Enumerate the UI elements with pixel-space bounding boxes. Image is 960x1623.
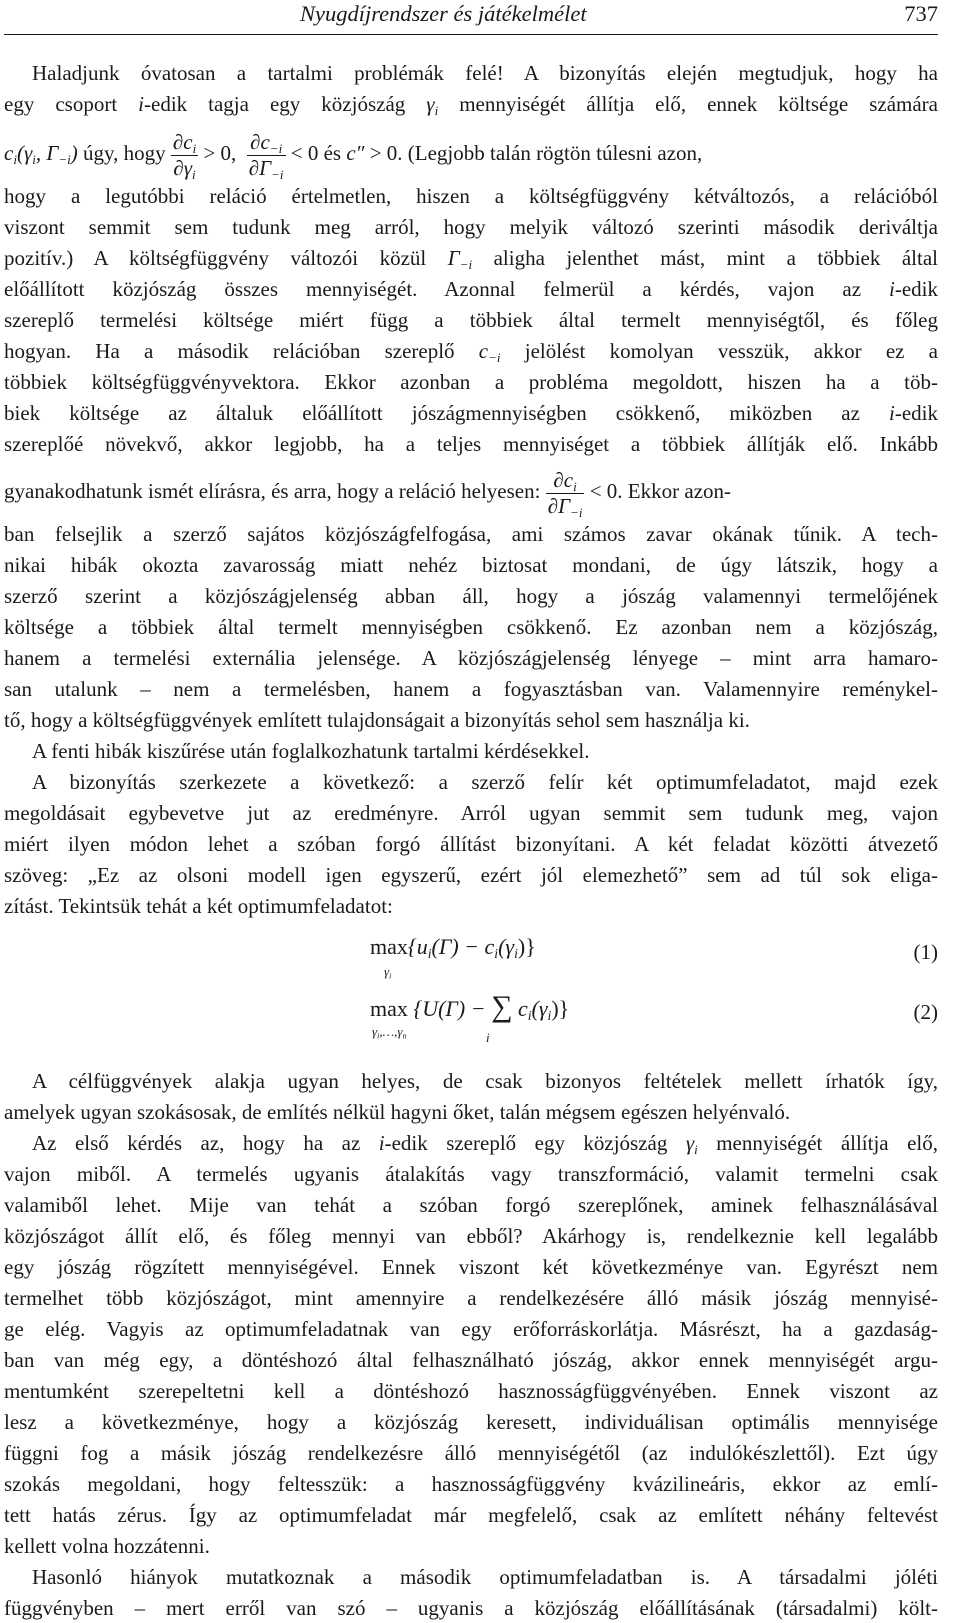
text-line: tett hatás zérus. Így az optimumfeladat már megfelelő, csak az említett néhány feltevést [4, 1503, 938, 1527]
text-line: költsége a többiek által termelt mennyiségben csökkenő. Ez azonban nem a közjószág, [4, 615, 938, 639]
equation-2-number: (2) [913, 1000, 938, 1024]
text-line: szerző szerint a közjószágjelenség abban áll, hogy a jószág valamennyi termelőjének [4, 584, 938, 608]
running-header [0, 0, 960, 36]
sum-subscript: i [486, 1030, 490, 1045]
text-line: szöveg: „Ez az olsoni modell igen egyszerű, ezért jól elemezhető” sem ad túl sok eliga- [4, 863, 938, 887]
text-line: zítást. Tekintsük tehát a két optimumfeladatot: [4, 894, 393, 918]
text-line: A fenti hibák kiszűrése után foglalkozhatunk tartalmi kérdésekkel. [32, 739, 590, 763]
header-rule [4, 34, 938, 35]
text-line: biek költsége az általuk előállított jószágmennyiségben csökkenő, miközben az i-edik [4, 401, 938, 425]
sum-symbol: ∑ [491, 990, 513, 1023]
text-line: lesz a következménye, hogy a közjószág keresett, individuálisan optimális mennyisége [4, 1410, 938, 1434]
text-line: szereplő termelési költsége miért függ a többiek által termelt mennyiségtől, és főleg [4, 308, 938, 332]
text-line: vajon miből. A termelés ugyanis átalakítás vagy transzformáció, valamit termelni csak [4, 1162, 938, 1186]
text-line: nikai hibák okozta zavarosság miatt nehéz biztosat mondani, de úgy látszik, hogy a [4, 553, 938, 577]
text-line: A célfüggvények alakja ugyan helyes, de csak bizonyos feltételek mellett írhatók így, [32, 1069, 938, 1093]
text-line: ban van még egy, a döntéshozó által felhasználható jószág, akkor ennek mennyiségét argu- [4, 1348, 938, 1372]
text-line: viszont semmit sem tudunk meg arról, hogy melyik változó szerinti második deriváltja [4, 215, 938, 239]
text-line: mentumként szerepeltetni kell a döntéshozó hasznosságfüggvényében. Ennek viszont az [4, 1379, 938, 1403]
text-line: Az első kérdés az, hogy ha az i-edik szereplő egy közjószág $\gamma_i$ mennyiségét állítja elő, [32, 1131, 939, 1157]
text-line: megoldásait egybevetve jut az eredményre. Arról ugyan semmit sem tudunk meg, vajon [4, 801, 938, 825]
text-line: közjószágot állít elő, és főleg mennyi van ebből? Akárhogy is, rendelkeznie kell legalább [4, 1224, 938, 1248]
text-line: san utalunk – nem a termelésben, hanem a fogyasztásban van. Valamennyire reménykel- [4, 677, 938, 701]
text-line: függni fog a másik jószág rendelkezésre álló mennyiségétől (az indulókészlettől). Ezt úgy [4, 1441, 938, 1465]
text-line: Haladjunk óvatosan a tartalmi problémák felé! A bizonyítás elején megtudjuk, hogy ha [32, 61, 938, 85]
text-line: függvényben – mert erről van szó – ugyanis a közjószág előállításának (társadalmi) költ- [4, 1596, 938, 1620]
text-line: előállított közjószág összes mennyiségét. Azonnal felmerül a kérdés, vajon az i-edik [4, 277, 938, 301]
derivative-fraction: $\frac{\partial c_i}{\partial\Gamma_{-i}}$ [547, 467, 583, 520]
equation-1-max-subscript: $\gamma_i$ [384, 964, 392, 981]
derivative-fraction: $\frac{\partial c_i}{\partial\gamma_i}$ [172, 129, 197, 182]
text-line: pozitív.) A költségfüggvény változói közül $\Gamma_{-i}$ aligha jelenthet mást, mint a többiek által [4, 246, 939, 272]
text-line: kellett volna hozzátenni. [4, 1534, 210, 1558]
text-line: A bizonyítás szerkezete a következő: a szerző felír két optimumfeladatot, majd ezek [32, 770, 938, 794]
text-line-with-fractions: $c_i(\gamma_i$, $\Gamma_{-i}$) úgy, hogy $\frac{\partial c_i}{\partial\gamma_i}$ > 0, $\frac{\partial c_{-i}}{\partial\Gamma_{-i}}$ < 0 és c″ > 0. (Legjobb talán rögtön túlesni azon, [4, 129, 703, 182]
text-line: valamiből lehet. Mije van tehát a szóban forgó szereplőnek, aminek felhasználásával [4, 1193, 938, 1217]
equation-1 [0, 930, 960, 990]
text-line: amelyek ugyan szokásosak, de említés nélkül hagyni őket, talán mégsem egészen helyénvaló. [4, 1100, 791, 1124]
text-line: termelhet több közjószágot, mint amennyire a rendelkezésére álló másik jószág mennyisé- [4, 1286, 938, 1310]
text-line: szereplőé növekvő, akkor legjobb, ha a teljes mennyiséget a többiek állítják elő. Inkább [4, 432, 938, 456]
text-line: szokás megoldani, hogy feltesszük: a hasznosságfüggvény kvázilineáris, ekkor az emlí- [4, 1472, 938, 1496]
text-line: többiek költségfüggvényvektora. Ekkor azonban a probléma megoldott, hiszen ha a töb- [4, 370, 938, 394]
cost-function: $c_i(\gamma_i$, $\Gamma_{-i}$) [4, 141, 78, 167]
equation-2-body: max {U(Γ) − ∑ $c_i(\gamma_i)$} [370, 990, 570, 1024]
running-title: Nyugdíjrendszer és játékelmélet [300, 1, 587, 26]
text-line: ge elég. Vagyis az optimumfeladatnak van egy erőforráskorlátja. Másrészt, ha a gazdaság- [4, 1317, 938, 1341]
text-line: tő, hogy a költségfüggvények említett tulajdonságait a bizonyítás sehol sem használja ki. [4, 708, 750, 732]
equation-2-max-subscript: $\gamma_i,\dots,\gamma_n$ [372, 1024, 407, 1041]
text-line: hogy a legutóbbi reláció értelmetlen, hiszen a költségfüggvény kétváltozós, a relációból [4, 184, 938, 208]
page-number: 737 [904, 1, 938, 26]
equation-1-number: (1) [913, 940, 938, 964]
equation-2 [0, 990, 960, 1060]
text-line-with-fraction: gyanakodhatunk ismét elírásra, és arra, hogy a reláció helyesen: $\frac{\partial c_i}{\partial\Gamma_{-i}}$ < 0. Ekkor azon- [4, 467, 732, 520]
equation-1-body: $\max\{u_i(\Gamma) - c_i(\gamma_i)\}$ [370, 934, 536, 962]
derivative-fraction: $\frac{\partial c_{-i}}{\partial\Gamma_{-i}}$ [248, 129, 284, 182]
text-line: miért ilyen módon lehet a szóban forgó állítást bizonyítani. A két feladat közötti átvezető [4, 832, 938, 856]
text-line: hogyan. Ha a második relációban szereplő $c_{-i}$ jelölést komolyan vesszük, akkor ez a [4, 339, 938, 365]
text-line: hanem a termelési externália jelensége. A közjószágjelenség lényege – mint arra hamaro- [4, 646, 938, 670]
text-line: ban felsejlik a szerző sajátos közjószágfelfogása, ami számos zavar okának tűnik. A tech- [4, 522, 938, 546]
text-line: Hasonló hiányok mutatkoznak a második optimumfeladatban is. A társadalmi jóléti [32, 1565, 938, 1589]
text-line: egy csoport i-edik tagja egy közjószág $\gamma_i$ mennyiségét állítja elő, ennek költsége számára [4, 92, 938, 118]
text-line: egy jószág rögzített mennyiségével. Ennek viszont két következménye van. Egyrészt nem [4, 1255, 938, 1279]
